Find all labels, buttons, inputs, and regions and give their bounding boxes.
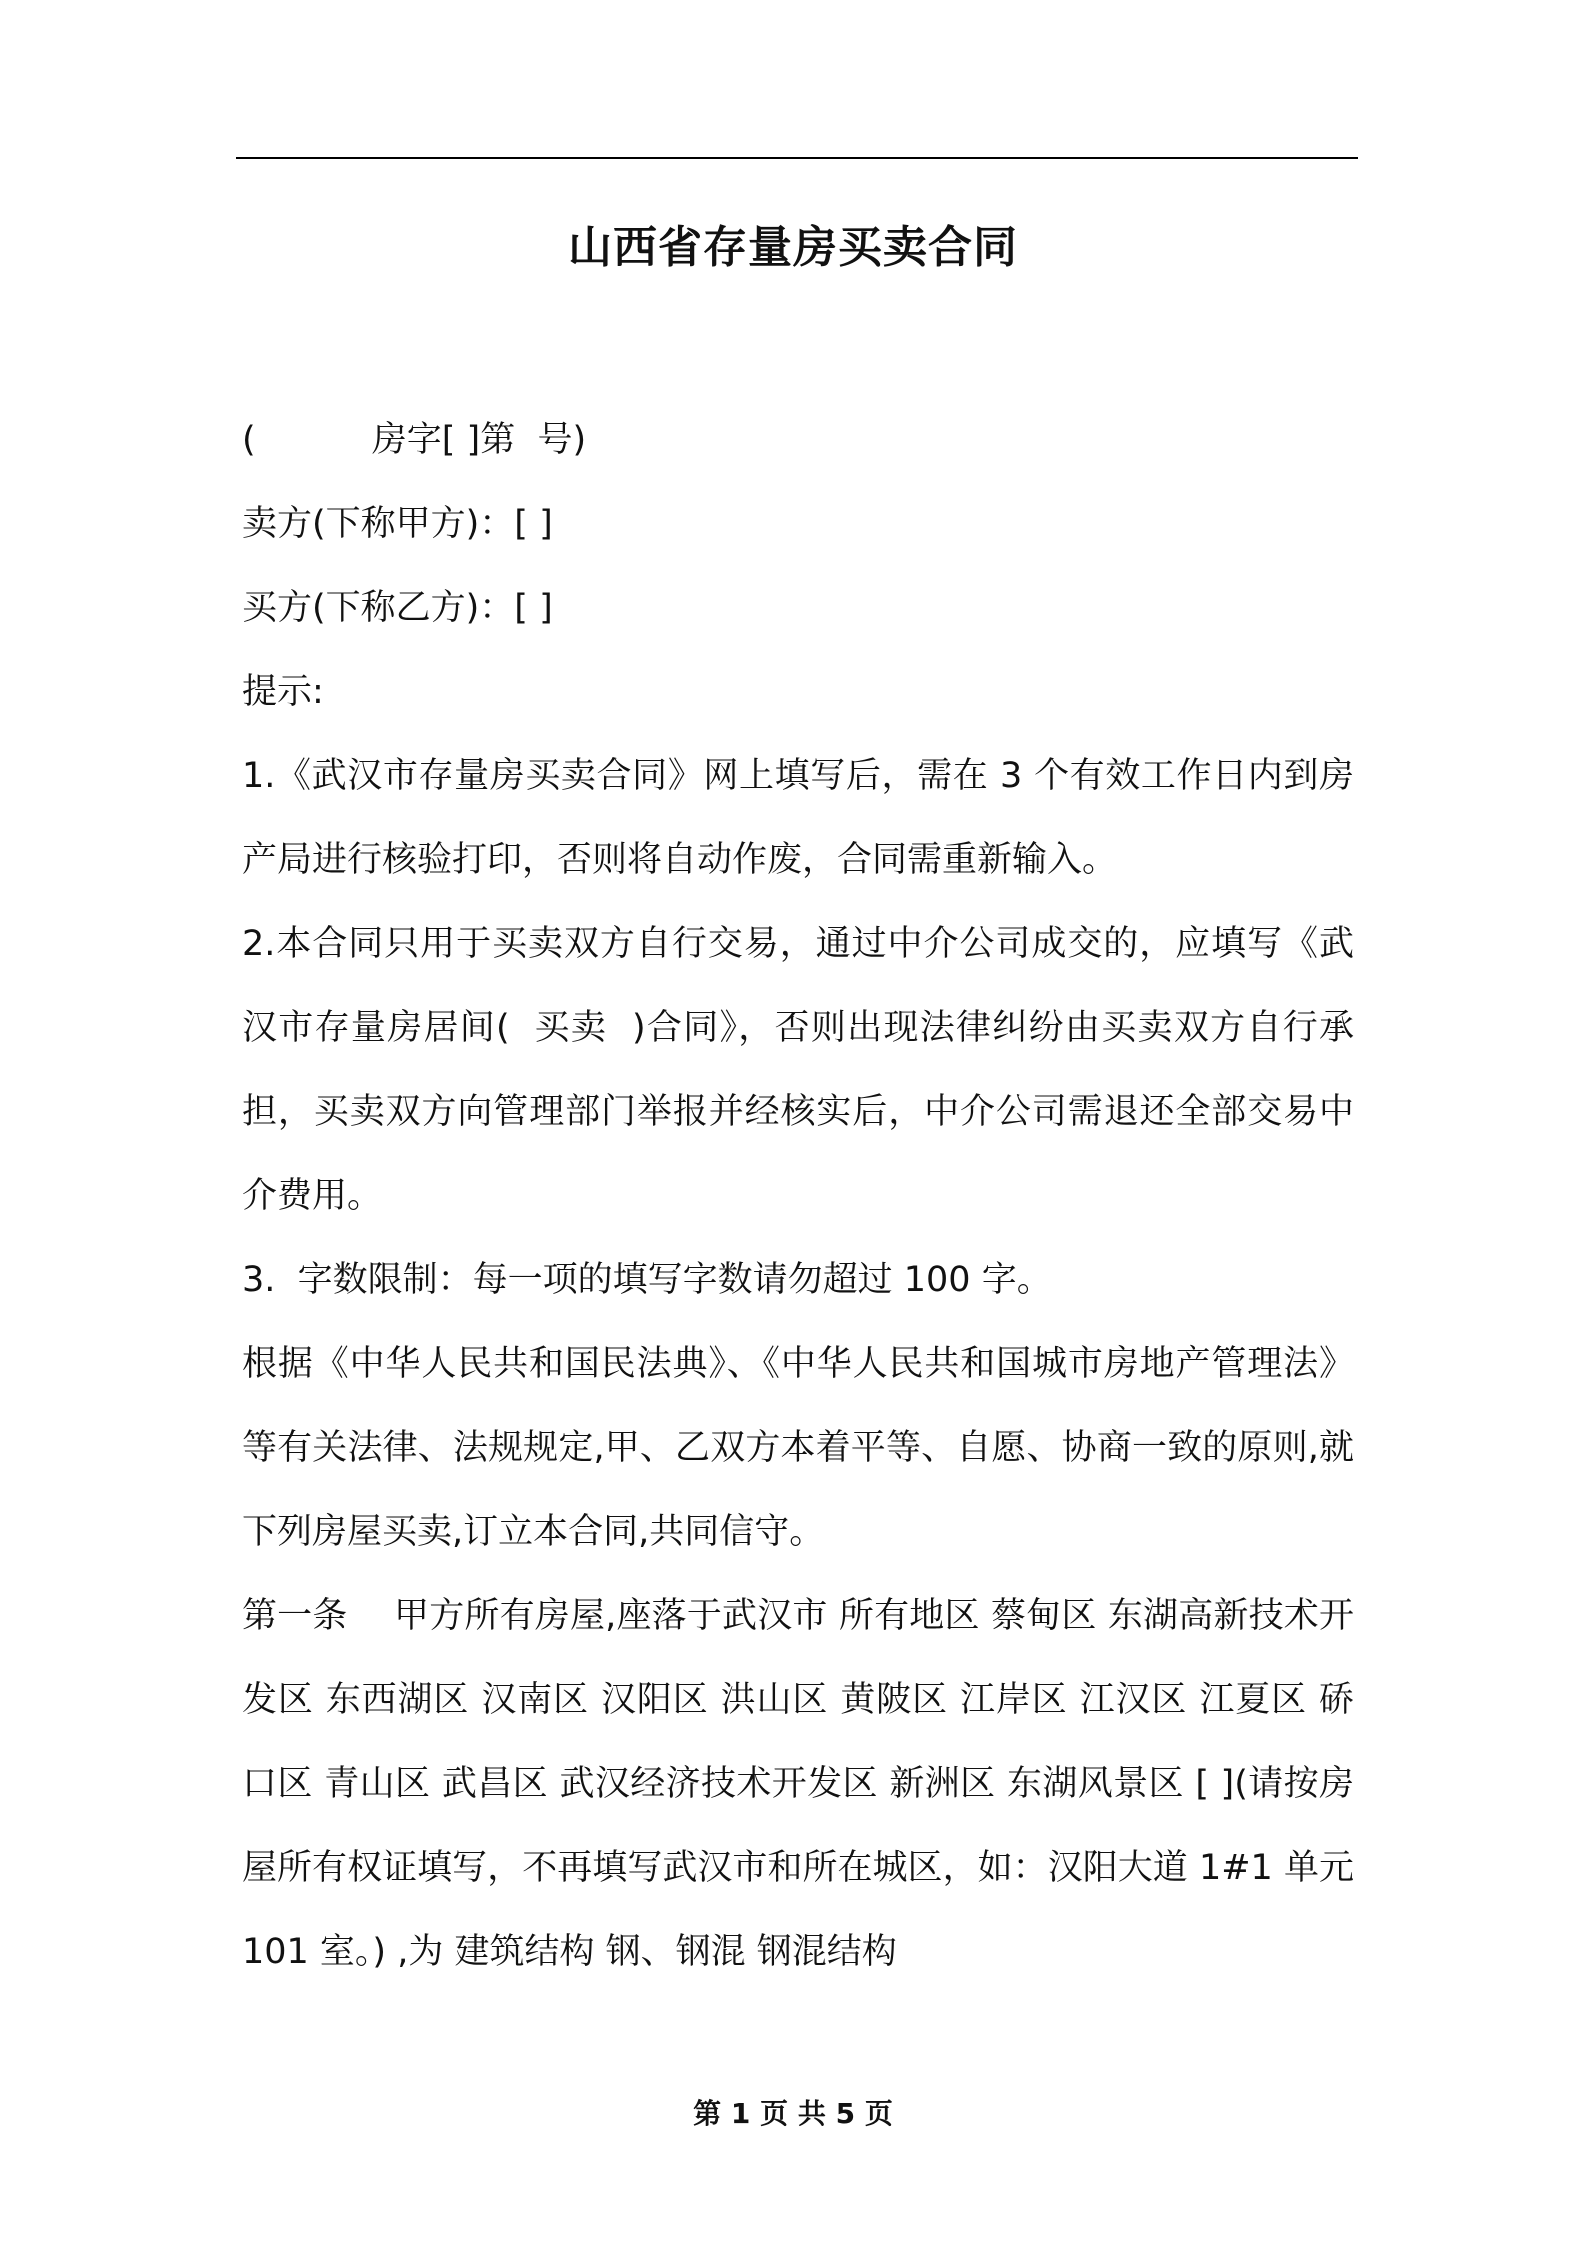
- contract-number-line: ( 房字[ ]第 号): [242, 420, 587, 460]
- legal-basis-paragraph: 根据《中华人民共和国民法典》、《中华人民共和国城市房地产管理法》等有关法律、法规规定,甲、乙双方本着平等、自愿、协商一致的原则,就下列房屋买卖,订立本合同,共同信守。: [242, 1344, 1354, 1552]
- seller-line: 卖方(下称甲方)：[ ]: [242, 504, 553, 544]
- page-number: 第 1 页 共 5 页: [693, 2097, 893, 2130]
- notice-heading: 提示:: [242, 672, 324, 712]
- buyer-line: 买方(下称乙方)：[ ]: [242, 588, 553, 628]
- document-title: 山西省存量房买卖合同: [568, 222, 1018, 273]
- notice-item-1: 1.《武汉市存量房买卖合同》网上填写后，需在 3 个有效工作日内到房产局进行核验打印，否则将自动作废，合同需重新输入。: [242, 756, 1354, 880]
- article-1-paragraph: 第一条 甲方所有房屋,座落于武汉市 所有地区 蔡甸区 东湖高新技术开发区 东西湖区 汉南区 汉阳区 洪山区 黄陂区 江岸区 江汉区 江夏区 硚口区 青山区 武昌区 武汉经济技术开发区 新洲区 东湖风景区 [ ](请按房屋所有权证填写，不再填写武汉市和所在城区，如：汉阳大道 1#1 单元 101 室。) ,为 建筑结构 钢、钢混 钢混结构: [242, 1596, 1354, 1972]
- document-body: [242, 398, 1354, 1994]
- notice-item-2: 2.本合同只用于买卖双方自行交易，通过中介公司成交的，应填写《武汉市存量房居间( 买卖 )合同》，否则出现法律纠纷由买卖双方自行承担，买卖双方向管理部门举报并经核实后，中介公司需退还全部交易中介费用。: [242, 924, 1354, 1216]
- header-rule: [236, 157, 1358, 159]
- notice-item-3: 3. 字数限制：每一项的填写字数请勿超过 100 字。: [242, 1260, 1052, 1300]
